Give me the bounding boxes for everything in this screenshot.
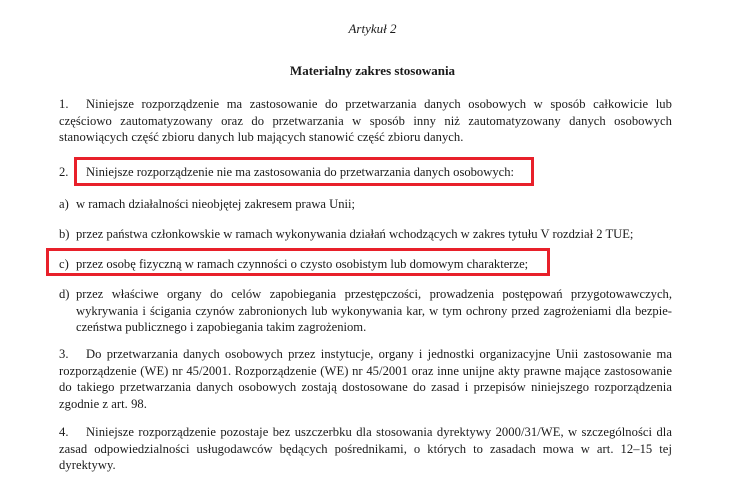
paragraph-4-line-2: zasad odpowiedzialności usługodawców będących pośrednikami, o których to zasadach mowa w art. 12–15 tej [59,441,672,456]
highlight-box-item-c [46,248,550,276]
paragraph-1-line-1 [59,96,672,113]
paragraph-3-line-4: zgodnie z art. 98. [59,396,147,411]
paragraph-2-text: Niniejsze rozporządzenie nie ma zastosowania do przetwarzania danych osobowych: [86,165,515,179]
item-c-text: przez osobę fizyczną w ramach czynności o czysto osobistym lub domowym charakterze; [76,257,529,271]
paragraph-1-text-1: Niniejsze rozporządzenie ma zastosowanie do przetwarzania danych osobowych w sposób całkowicie lub [86,97,672,111]
item-a-letter: a) [59,197,69,211]
paragraph-4-line-1 [59,424,672,441]
paragraph-3-text-1: Do przetwarzania danych osobowych przez instytucje, organy i jednostki organizacyjne Unii zastosowanie ma [86,347,672,361]
paragraph-4-text-1: Niniejsze rozporządzenie pozostaje bez uszczerbku dla stosowania dyrektywy 2000/31/WE, w szczególności dla [86,425,672,439]
item-c-letter: c) [59,257,69,271]
item-d-line-3: czeństwa publicznego i zapobiegania takim zagrożeniom. [76,320,367,334]
item-d-letter: d) [59,287,70,301]
paragraph-1-line-2: częściowo zautomatyzowany oraz do przetwarzania w sposób inny niż zautomatyzowany danych osobowych [59,113,672,128]
item-b [59,226,633,243]
article-title: Artykuł 2 [348,21,397,36]
paragraph-1-line-3: stanowiących część zbioru danych lub mających stanowić część zbioru danych. [59,130,464,144]
paragraph-3-line-1 [59,346,672,363]
item-a-text: w ramach działalności nieobjętej zakresem prawa Unii; [76,197,356,211]
paragraph-4-number: 4. [59,425,69,439]
article-heading: Materialny zakres stosowania [289,63,456,78]
paragraph-3-line-3: do takiego przetwarzania danych osobowych zostają dostosowane do zasad i przepisów niniejszego rozporządzenia [59,380,672,394]
paragraph-3-number: 3. [59,347,69,361]
paragraph-3-line-2: rozporządzenie (WE) nr 45/2001. Rozporządzenie (WE) nr 45/2001 oraz inne unijne akty prawne mające zastosowanie [59,363,672,378]
paragraph-1 [59,96,672,146]
paragraph-1-number: 1. [59,97,69,111]
item-b-text: przez państwa członkowskie w ramach wykonywania działań wchodzących w zakres tytułu V rozdział 2 TUE; [76,227,634,241]
item-d-line-1 [59,286,672,303]
item-d-line-2: wykrywania i ścigania czynów zabronionych lub wykonywania kar, w tym ochrony przed zagrożeniami dla bezpie- [76,303,672,318]
highlight-box-paragraph-2 [74,157,534,186]
paragraph-2-number: 2. [59,165,69,179]
paragraph-4 [59,424,672,474]
item-b-letter: b) [59,227,70,241]
item-d-text-1: przez właściwe organy do celów zapobiegania przestępczości, prowadzenia postępowań przygotowawczych, [76,287,672,301]
paragraph-3 [59,346,672,412]
paragraph-4-line-3: dyrektywy. [59,458,116,472]
item-a [59,196,355,213]
item-d [59,286,672,336]
